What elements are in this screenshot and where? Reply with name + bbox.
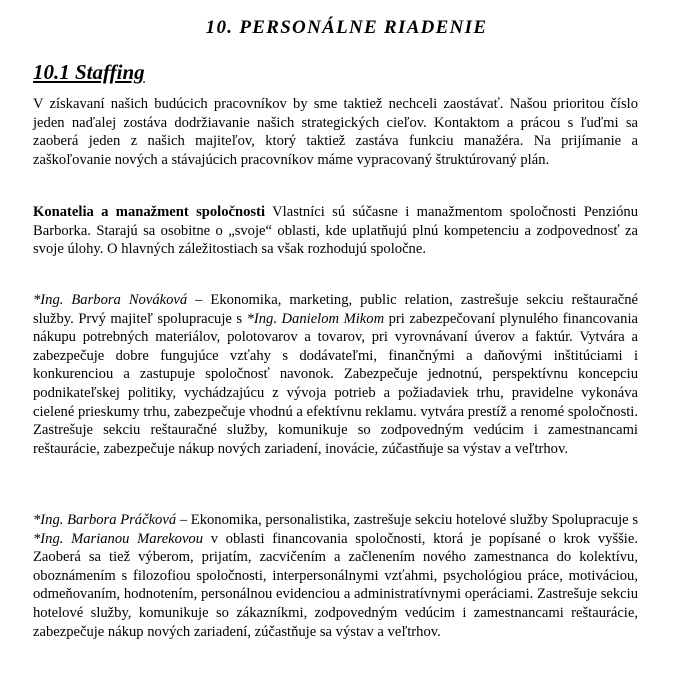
person1-block [33, 291, 638, 458]
owners-block [33, 203, 638, 259]
person1-intro-end: pri zabezpečovaní plynulého financovania nákupu potrebných materiálov, polotovarov a tovarov, pri vyrovnávaní úverov a faktúr. [33, 310, 638, 346]
owners-paragraph: Vlastníci sú súčasne i manažmentom spoločnosti Penziónu Barborka. Starajú sa osobitne o „svoje“ oblasti, kde uplatňujú plnú kompetenciu a zodpovednosť za svoje úlohy. O hlavných záležitostiach sa však rozhodujú spoločne. [33, 204, 639, 258]
person1-paragraph-3: Zabezpečuje jednotnú, perspektívnu koncepciu podnikateľskej politiky, vychádzajúcu z vývoja potrieb a požiadaviek trhu, pravidelne vykonáva cielené prieskumy trhu, zabezpečuje vhodnú a efektívnu reklamu. vytvára prestíž a renomé spoločnosti. [33, 366, 639, 420]
person1-intro [33, 292, 638, 345]
subheading-owners: Konatelia a manažment spoločnosti [33, 204, 266, 220]
person1-intro-text: – Ekonomika, marketing, public relation, zastrešuje sekciu reštauračné služby. Prvý majiteľ spolupracuje s [33, 292, 638, 327]
person2-paragraph-2: Zaoberá sa tiež výberom, prijatím, zacvičením a začlenením nového zamestnanca do kolektívu, oboznámením s filozofiou spoločnosti, interpersonálnymi vzťahmi, psychológiou práce, motiváciou, odmeňovaním, hodnotením, personálnou evidenciou a administratívnymi operáciami. Zastrešuje sekciu hotelové služby, komunikuje so zákazníkmi, zodpovedným vedúcim i zamestnancami reštaurácie, zabezpečuje nákup nových zariadení, zúčastňuje sa výstav a veľtrhov. [33, 549, 638, 640]
chapter-title: 10. PERSONÁLNE RIADENIE [205, 17, 488, 38]
person1-paragraph-2: Vytvára a zabezpečuje dobre fungujúce vzťahy s dodávateľmi, finančnými a daňovými inštitúciami i konkurenciou a zastupuje spoločnosť navonok. [33, 329, 638, 383]
person1-name: *Ing. Barbora Nováková [33, 292, 188, 308]
person2-intro [33, 512, 638, 547]
person2-intro-text: – Ekonomika, personalistika, zastrešuje sekciu hotelové služby Spolupracuje s [176, 512, 639, 528]
person2-name: *Ing. Barbora Práčková [33, 512, 177, 528]
person2-partner: *Ing. Marianou Marekovou [33, 530, 204, 547]
intro-paragraph: V získavaní našich budúcich pracovníkov by sme taktiež nechceli zaostávať. Našou prioritou číslo jeden naďalej zostáva dodržiavanie našich strategických cieľov. Kontaktom a prácou s ľuďmi sa zaoberá jeden z našich majiteľov, ktorý taktiež zastáva funkciu manažéra. Na prijímanie a zaškoľovanie nových a stávajúcich pracovníkov máme vypracovaný štruktúrovaný plán. [33, 96, 638, 168]
person2-block [33, 511, 638, 641]
person2-intro-end: v oblasti financovania spoločnosti, ktorá je popísané o krok vyššie. [203, 530, 638, 547]
section-title: 10.1 Staffing [33, 60, 145, 84]
person1-paragraph-4: Zastrešuje sekciu reštauračné služby, komunikuje so zodpovedným vedúcim i zamestnancami reštaurácie, zabezpečuje nákup nových zariadení, inovácie, zúčastňuje sa výstav a veľtrhov. [33, 422, 638, 457]
person1-partner: *Ing. Danielom Mikom [246, 310, 385, 327]
